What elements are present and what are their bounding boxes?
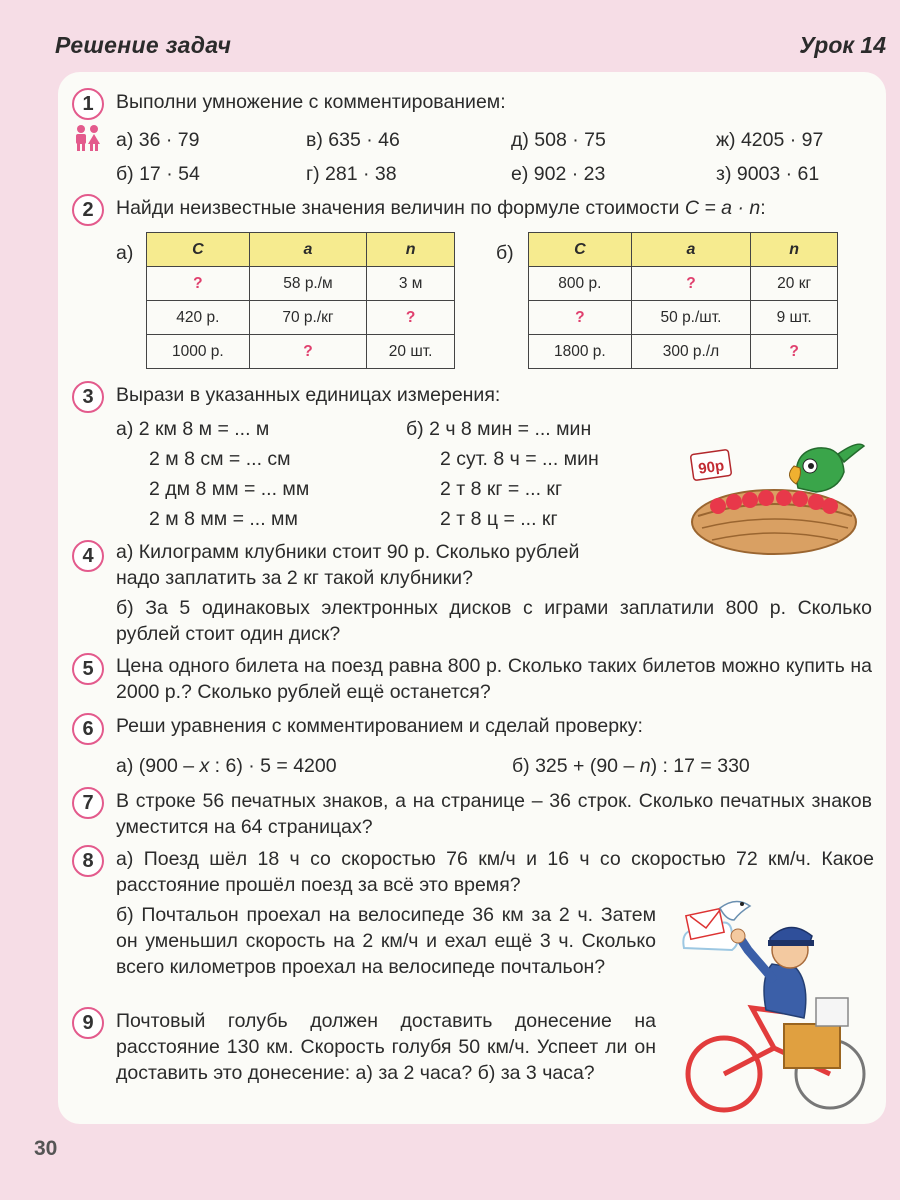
col-a: a	[249, 233, 367, 267]
cell: 420 р.	[147, 301, 250, 335]
task-number-4: 4	[72, 540, 104, 572]
task-8b-text: б) Почтальон проехал на велосипеде 36 км за 2 ч. Затем он уменьшил скорость на 2 км/ч и ехал ещё 3 ч. Сколько всего километров проехал на велосипеде почтальон?	[116, 904, 656, 978]
task-4b-text: б) За 5 одинаковых электронных дисков с играми заплатили 800 р. Сколько рублей стоит один диск?	[116, 597, 872, 645]
exercise-1zh: ж) 4205 · 97	[716, 129, 824, 151]
cell: 58 р./м	[249, 267, 367, 301]
cell: 20 кг	[751, 267, 838, 301]
cell: 70 р./кг	[249, 301, 367, 335]
task-2-text: Найди неизвестные значения величин по формуле стоимости C = a · n:	[116, 197, 766, 219]
task-9-text: Почтовый голубь должен доставить донесение на расстояние 130 км. Скорость голубя 50 км/ч. Успеет ли он доставить это донесение: а) за 2 часа? б) за 3 часа?	[116, 1010, 656, 1084]
conversion-b3: 2 т 8 кг = ... кг	[440, 478, 563, 500]
cell: 20 шт.	[367, 335, 455, 369]
col-n: n	[367, 233, 455, 267]
task-number-8: 8	[72, 845, 104, 877]
exercise-1d: д) 508 · 75	[511, 129, 606, 151]
cell: ?	[529, 301, 632, 335]
equation-a: а) (900 – x : 6) · 5 = 4200	[116, 755, 337, 777]
equation-b: б) 325 + (90 – n) : 17 = 330	[512, 755, 750, 777]
page-header	[0, 0, 900, 72]
table-a	[146, 232, 455, 369]
exercise-1b: б) 17 · 54	[116, 163, 200, 185]
cost-formula: C = a · n	[684, 197, 761, 219]
cell: ?	[147, 267, 250, 301]
exercise-1v: в) 635 · 46	[306, 129, 400, 151]
cell: 300 р./л	[631, 335, 751, 369]
exercise-1z: з) 9003 · 61	[716, 163, 820, 185]
task-number-3: 3	[72, 381, 104, 413]
cell: 3 м	[367, 267, 455, 301]
conversion-b2: 2 сут. 8 ч = ... мин	[440, 448, 599, 470]
task-number-1: 1	[72, 88, 104, 120]
cell: 800 р.	[529, 267, 632, 301]
cell: ?	[751, 335, 838, 369]
conversion-b1: б) 2 ч 8 мин = ... мин	[406, 418, 592, 440]
conversion-a3: 2 дм 8 мм = ... мм	[149, 478, 310, 500]
task-1-text: Выполни умножение с комментированием:	[116, 91, 506, 113]
col-a: a	[631, 233, 751, 267]
task-7-text: В строке 56 печатных знаков, а на странице – 36 строк. Сколько печатных знаков уместится на 64 страницах?	[116, 790, 872, 838]
task-number-7: 7	[72, 787, 104, 819]
lesson-number: Урок 14	[799, 32, 886, 58]
table-b	[528, 232, 838, 369]
task-number-5: 5	[72, 653, 104, 685]
pair-work-icon	[72, 124, 102, 152]
col-n: n	[751, 233, 838, 267]
cell: 9 шт.	[751, 301, 838, 335]
page-number: 30	[34, 1137, 58, 1160]
cell: ?	[367, 301, 455, 335]
col-c: C	[147, 233, 250, 267]
task-4a-line2: надо заплатить за 2 кг такой клубники?	[116, 567, 473, 589]
exercise-1a: а) 36 · 79	[116, 129, 200, 151]
task-number-9: 9	[72, 1007, 104, 1039]
strawberry-basket-illustration	[688, 432, 868, 556]
conversion-b4: 2 т 8 ц = ... кг	[440, 508, 558, 530]
conversion-a2: 2 м 8 см = ... см	[149, 448, 291, 470]
task-3-text: Вырази в указанных единицах измерения:	[116, 384, 501, 406]
task-4a-line1: а) Килограмм клубники стоит 90 р. Сколько рублей	[116, 541, 580, 563]
exercise-1e: е) 902 · 23	[511, 163, 606, 185]
price-tag: 90р	[697, 457, 726, 478]
conversion-a4: 2 м 8 мм = ... мм	[149, 508, 298, 530]
task-number-2: 2	[72, 194, 104, 226]
cell: ?	[249, 335, 367, 369]
task-8a-text: а) Поезд шёл 18 ч со скоростью 76 км/ч и 16 ч со скоростью 72 км/ч. Какое расстояние прошёл поезд за всё это время?	[116, 848, 874, 896]
col-c: C	[529, 233, 632, 267]
task-5-text: Цена одного билета на поезд равна 800 р. Сколько таких билетов можно купить на 2000 р.? Сколько рублей ещё останется?	[116, 655, 872, 703]
cell: 1800 р.	[529, 335, 632, 369]
table-a-label: а)	[116, 242, 134, 264]
section-title: Решение задач	[55, 32, 232, 58]
cell: 50 р./шт.	[631, 301, 751, 335]
cell: ?	[631, 267, 751, 301]
task-number-6: 6	[72, 713, 104, 745]
task-6-text: Реши уравнения с комментированием и сделай проверку:	[116, 715, 643, 737]
table-b-label: б)	[496, 242, 514, 264]
exercise-1g: г) 281 · 38	[306, 163, 397, 185]
conversion-a1: а) 2 км 8 м = ... м	[116, 418, 270, 440]
cell: 1000 р.	[147, 335, 250, 369]
postman-bicycle-illustration	[680, 898, 880, 1124]
